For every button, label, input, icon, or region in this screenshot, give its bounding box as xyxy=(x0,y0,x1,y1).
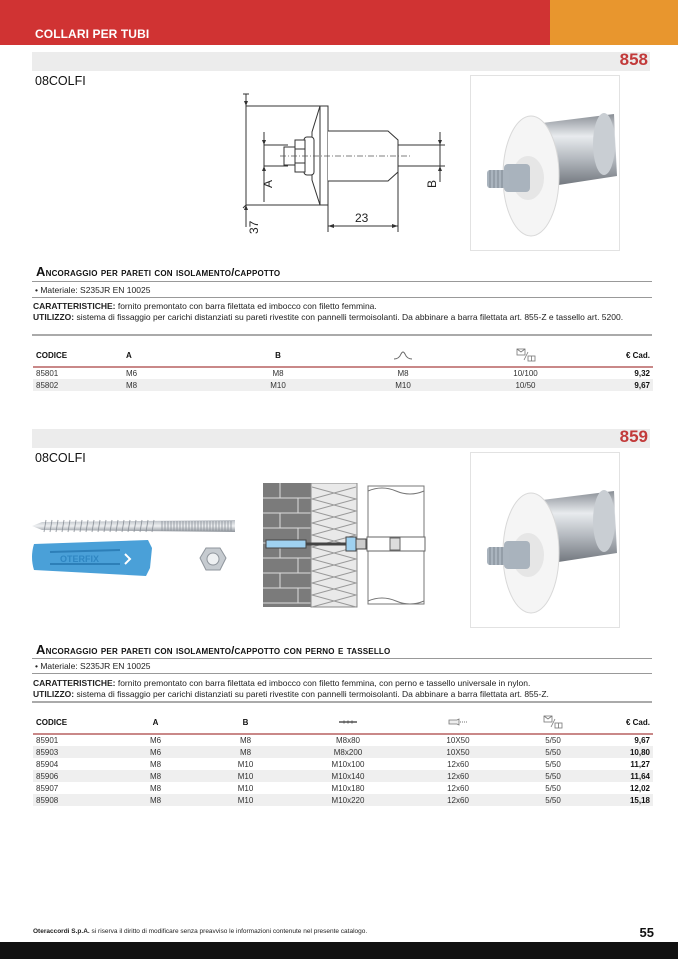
dowel-brand: OTERFIX xyxy=(60,554,100,564)
article-strip-858 xyxy=(32,52,650,71)
article-number: 858 xyxy=(619,50,648,69)
article-strip-859 xyxy=(32,429,650,448)
description xyxy=(33,678,655,699)
col-package xyxy=(513,712,593,734)
article-number: 859 xyxy=(619,427,648,446)
col-code: CODICE xyxy=(33,345,123,367)
header-accent xyxy=(550,0,678,45)
cell-code: 85802 xyxy=(33,379,123,391)
cell-dowel: 12x60 xyxy=(403,794,513,806)
cell-dowel: 12x60 xyxy=(447,783,469,793)
table-row xyxy=(33,746,653,758)
cell-b: M8 xyxy=(272,369,284,378)
cell-package: 5/50 xyxy=(513,794,593,806)
divider xyxy=(32,334,652,336)
dowel-icon xyxy=(448,718,468,726)
cell-code: 85801 xyxy=(36,369,59,378)
technical-drawing xyxy=(240,92,450,237)
cell-code: 85903 xyxy=(33,746,113,758)
cell-price: 12,02 xyxy=(629,783,650,793)
title-initial: A xyxy=(36,264,46,279)
cell-b: M10 xyxy=(237,783,254,793)
anchor-photo-icon xyxy=(471,76,619,250)
cell-a: M8 xyxy=(113,794,198,806)
cell-code: 85907 xyxy=(36,783,59,793)
dim-b-label: B xyxy=(425,179,439,188)
material-spec: • Materiale: S235JR EN 10025 xyxy=(35,661,151,671)
components-photo xyxy=(30,512,240,592)
cell-code: 85906 xyxy=(33,770,113,782)
cell-b: M10 xyxy=(218,379,338,391)
cell-code: 85904 xyxy=(36,759,59,769)
thread-icon xyxy=(393,350,413,360)
anchor-photo-icon xyxy=(471,453,619,627)
cell-a: M6 xyxy=(113,746,198,758)
package-icon xyxy=(543,715,563,729)
product-code: 08COLFI xyxy=(35,74,86,88)
footer-disclaimer xyxy=(33,928,367,935)
cell-a: M6 xyxy=(149,736,162,745)
divider xyxy=(32,701,652,703)
package-icon xyxy=(516,348,536,362)
col-price: € Cad. xyxy=(583,345,653,367)
cell-dowel: 12x60 xyxy=(403,770,513,782)
cell-dowel: 10X50 xyxy=(403,746,513,758)
cell-thread: M10 xyxy=(338,379,468,391)
divider xyxy=(32,658,652,659)
col-thread xyxy=(338,345,468,367)
cell-b: M10 xyxy=(198,770,293,782)
col-b: B xyxy=(198,712,293,734)
title-initial: A xyxy=(36,642,46,657)
spec-table-858 xyxy=(33,345,653,391)
spec-table-859 xyxy=(33,712,653,806)
cell-a: M8 xyxy=(149,783,162,793)
cell-code: 85908 xyxy=(33,794,113,806)
cell-a: M6 xyxy=(126,369,138,378)
cell-screw: M10x180 xyxy=(331,783,365,793)
title-rest: ncoraggio per pareti con isolamento/cappotto con perno e tassello xyxy=(45,645,391,657)
cell-price: 11,64 xyxy=(593,770,653,782)
table-row xyxy=(33,379,653,391)
bottom-bar xyxy=(0,942,678,959)
product-photo xyxy=(470,75,620,251)
col-a: A xyxy=(123,345,218,367)
table-row xyxy=(33,367,653,379)
cell-b: M10 xyxy=(198,794,293,806)
section-title xyxy=(36,264,280,279)
cell-package: 5/50 xyxy=(545,783,561,793)
col-code: CODICE xyxy=(33,712,113,734)
cell-screw: M10x100 xyxy=(331,759,365,769)
features-label: CARATTERISTICHE: xyxy=(33,678,116,688)
col-b: B xyxy=(218,345,338,367)
cell-price: 9,32 xyxy=(634,369,650,378)
table-row xyxy=(33,770,653,782)
col-a: A xyxy=(113,712,198,734)
page-number: 55 xyxy=(639,925,654,940)
table-header xyxy=(33,712,653,734)
description xyxy=(33,301,655,322)
cell-screw: M10x140 xyxy=(293,770,403,782)
cell-package: 5/50 xyxy=(513,770,593,782)
cell-package: 5/50 xyxy=(545,759,561,769)
cell-code: 85901 xyxy=(36,736,59,745)
cell-a: M8 xyxy=(113,770,198,782)
cell-package: 5/50 xyxy=(513,746,593,758)
usage-label: UTILIZZO: xyxy=(33,311,75,322)
divider xyxy=(32,297,652,298)
cell-screw: M8x200 xyxy=(293,746,403,758)
cell-price: 10,80 xyxy=(593,746,653,758)
col-dowel xyxy=(403,712,513,734)
cell-price: 15,18 xyxy=(593,794,653,806)
cell-package: 10/100 xyxy=(513,369,538,378)
category-header xyxy=(0,0,678,45)
table-row xyxy=(33,758,653,770)
table-row xyxy=(33,794,653,806)
product-code: 08COLFI xyxy=(35,451,86,465)
table-row xyxy=(33,782,653,794)
cell-a: M8 xyxy=(149,759,162,769)
usage-text: sistema di fissaggio per carichi distanziati su pareti rivestite con pannelli termoisolanti. Da abbinare a barra filettata art. 855-Z. xyxy=(74,688,549,699)
cell-thread: M8 xyxy=(397,369,409,378)
category-title: COLLARI PER TUBI xyxy=(35,27,150,41)
col-package xyxy=(468,345,583,367)
divider xyxy=(32,673,652,674)
cell-a: M8 xyxy=(123,379,218,391)
col-screw xyxy=(293,712,403,734)
cell-price: 9,67 xyxy=(583,379,653,391)
dim-23-label: 23 xyxy=(355,211,369,225)
product-photo xyxy=(470,452,620,628)
screw-icon xyxy=(338,719,358,725)
cell-b: M10 xyxy=(237,759,254,769)
table-header xyxy=(33,345,653,367)
usage-text: sistema di fissaggio per carichi distanziati su pareti rivestite con pannelli termoisolanti. Da abbinare a barra filettata art. 855-Z e tassello art. 5200. xyxy=(74,311,624,322)
divider xyxy=(32,281,652,282)
title-rest: ncoraggio per pareti con isolamento/cappotto xyxy=(45,267,281,279)
cell-price: 9,67 xyxy=(634,736,650,745)
usage-label: UTILIZZO: xyxy=(33,688,75,699)
installation-diagram xyxy=(262,483,462,608)
company-name: Oteraccordi S.p.A. xyxy=(33,928,90,935)
cell-screw: M10x220 xyxy=(293,794,403,806)
cell-b: M8 xyxy=(239,736,252,745)
disclaimer-text: si riserva il diritto di modificare senza preavviso le informazioni contenute nel presente catalogo. xyxy=(89,928,368,935)
dim-a-label: A xyxy=(261,179,275,188)
cell-package: 5/50 xyxy=(545,736,561,745)
material-spec: • Materiale: S235JR EN 10025 xyxy=(35,285,151,295)
cell-dowel: 10X50 xyxy=(446,736,470,745)
cell-screw: M8x80 xyxy=(335,736,360,745)
features-text: fornito premontato con barra filettata ed imbocco con filetto femmina, con perno e tassello universale in nylon. xyxy=(115,678,531,688)
cell-b: M8 xyxy=(198,746,293,758)
cell-dowel: 12x60 xyxy=(447,759,469,769)
col-price: € Cad. xyxy=(593,712,653,734)
cell-package: 10/50 xyxy=(468,379,583,391)
cell-price: 11,27 xyxy=(630,759,650,769)
features-label: CARATTERISTICHE: xyxy=(33,301,116,311)
dim-37-label: 37 xyxy=(247,220,261,234)
table-row xyxy=(33,734,653,746)
section-title xyxy=(36,642,390,657)
features-text: fornito premontato con barra filettata ed imbocco con filetto femmina. xyxy=(115,301,377,311)
